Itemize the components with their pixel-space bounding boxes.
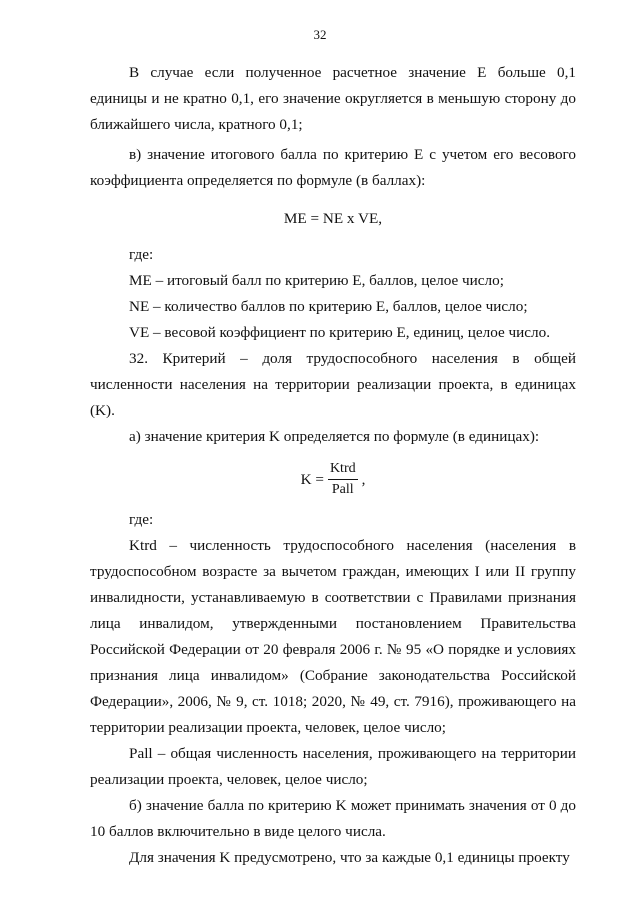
paragraph-criterion-k-formula-intro: а) значение критерия K определяется по формуле (в единицах): bbox=[129, 428, 540, 445]
page-number: 32 bbox=[313, 27, 327, 42]
formula-k-lhs: K = bbox=[300, 470, 324, 488]
definition-ve: VE – весовой коэффициент по критерию E, единиц, целое число. bbox=[129, 324, 550, 341]
definition-pall: Pall – общая численность населения, проживающего на территории реализации проекта, человек, целое число; bbox=[90, 745, 576, 788]
definition-ktrd: Ktrd – численность трудоспособного населения (населения в трудоспособном возрасте за вычетом граждан, имеющих I или II группу инвалидности, устанавливаемую в соответствии с Правилами признания лица инвалидом, утвержденными постановлением Правительства Российской Федерации от 20 февраля 2006 г. № 95 «О порядке и условиях признания лица инвалидом» (Собрание законодательства Российской Федерации», 2006, № 9, ст. 1018; 2020, № 49, ст. 7916), проживающего на территории реализации проекта, человек, целое число; bbox=[90, 537, 576, 736]
formula-k-numerator: Ktrd bbox=[328, 460, 358, 480]
definition-me: ME – итоговый балл по критерию E, баллов, целое число; bbox=[129, 272, 504, 289]
formula-k-fraction bbox=[328, 460, 358, 499]
paragraph-rounding-rule: В случае если полученное расчетное значение E больше 0,1 единицы и не кратно 0,1, его значение округляется в меньшую сторону до ближайшего числа, кратного 0,1; bbox=[90, 64, 576, 133]
formula-k bbox=[90, 460, 576, 499]
formula-me: ME = NE x VE, bbox=[283, 210, 383, 227]
definition-ne: NE – количество баллов по критерию E, баллов, целое число; bbox=[129, 298, 528, 315]
where-label-2: где: bbox=[129, 511, 154, 528]
paragraph-final-score-formula-intro: в) значение итогового балла по критерию E с учетом его весового коэффициента определяется по формуле (в баллах): bbox=[90, 146, 576, 189]
formula-k-denominator: Pall bbox=[331, 482, 354, 497]
document-body bbox=[90, 60, 576, 871]
paragraph-criterion-32: 32. Критерий – доля трудоспособного населения в общей численности населения на территории реализации проекта, в единицах (K). bbox=[90, 350, 576, 419]
formula-k-tail: , bbox=[361, 470, 366, 488]
paragraph-score-range: б) значение балла по критерию K может принимать значения от 0 до 10 баллов включительно в виде целого числа. bbox=[90, 797, 576, 840]
where-label-1: где: bbox=[129, 246, 154, 263]
paragraph-k-scoring: Для значения K предусмотрено, что за каждые 0,1 единицы проекту bbox=[129, 849, 570, 866]
